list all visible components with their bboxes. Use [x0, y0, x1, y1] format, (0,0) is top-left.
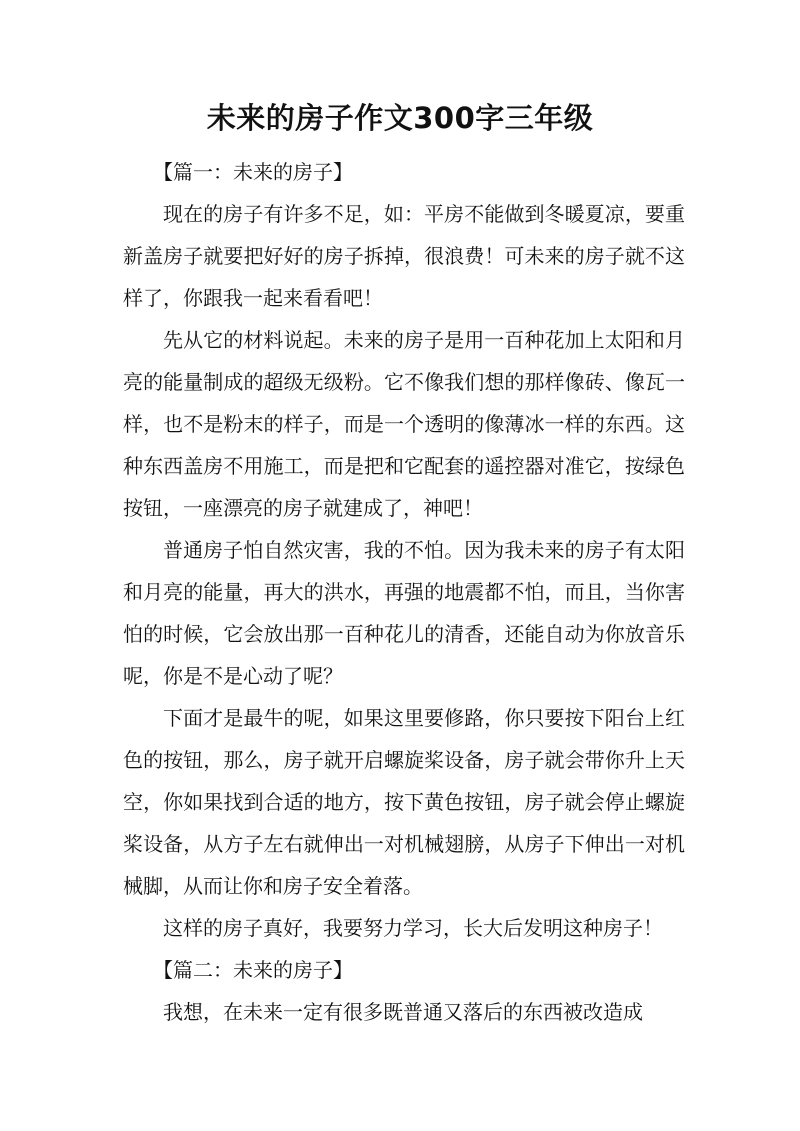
paragraph: 普通房子怕自然灾害，我的不怕。因为我未来的房子有太阳和月亮的能量，再大的洪水，再强的地震都不怕，而且，当你害怕的时候，它会放出那一百种花儿的清香，还能自动为你放音乐呢，你是不是心动了呢？: [123, 538, 685, 688]
section-heading-2: 【篇二：未来的房子】: [153, 958, 353, 982]
document-body: [123, 151, 685, 1033]
paragraph: 我想，在未来一定有很多既普通又落后的东西被改造成: [163, 1000, 643, 1024]
document-title: 未来的房子作文300字三年级: [206, 101, 594, 135]
paragraph: 现在的房子有许多不足，如：平房不能做到冬暖夏凉，要重新盖房子就要把好好的房子拆掉，很浪费！可未来的房子就不这样了，你跟我一起来看看吧！: [123, 202, 685, 310]
paragraph: 先从它的材料说起。未来的房子是用一百种花加上太阳和月亮的能量制成的超级无级粉。它不像我们想的那样像砖、像瓦一样，也不是粉末的样子，而是一个透明的像薄冰一样的东西。这种东西盖房不用施工，而是把和它配套的遥控器对准它，按绿色按钮，一座漂亮的房子就建成了，神吧！: [123, 328, 685, 520]
paragraph: 下面才是最牛的呢，如果这里要修路，你只要按下阳台上红色的按钮，那么，房子就开启螺旋桨设备，房子就会带你升上天空，你如果找到合适的地方，按下黄色按钮，房子就会停止螺旋桨设备，从方子左右就伸出一对机械翅膀，从房子下伸出一对机械脚，从而让你和房子安全着落。: [123, 706, 685, 898]
section-heading-1: 【篇一：未来的房子】: [153, 160, 353, 184]
paragraph: 这样的房子真好，我要努力学习，长大后发明这种房子！: [163, 916, 663, 940]
